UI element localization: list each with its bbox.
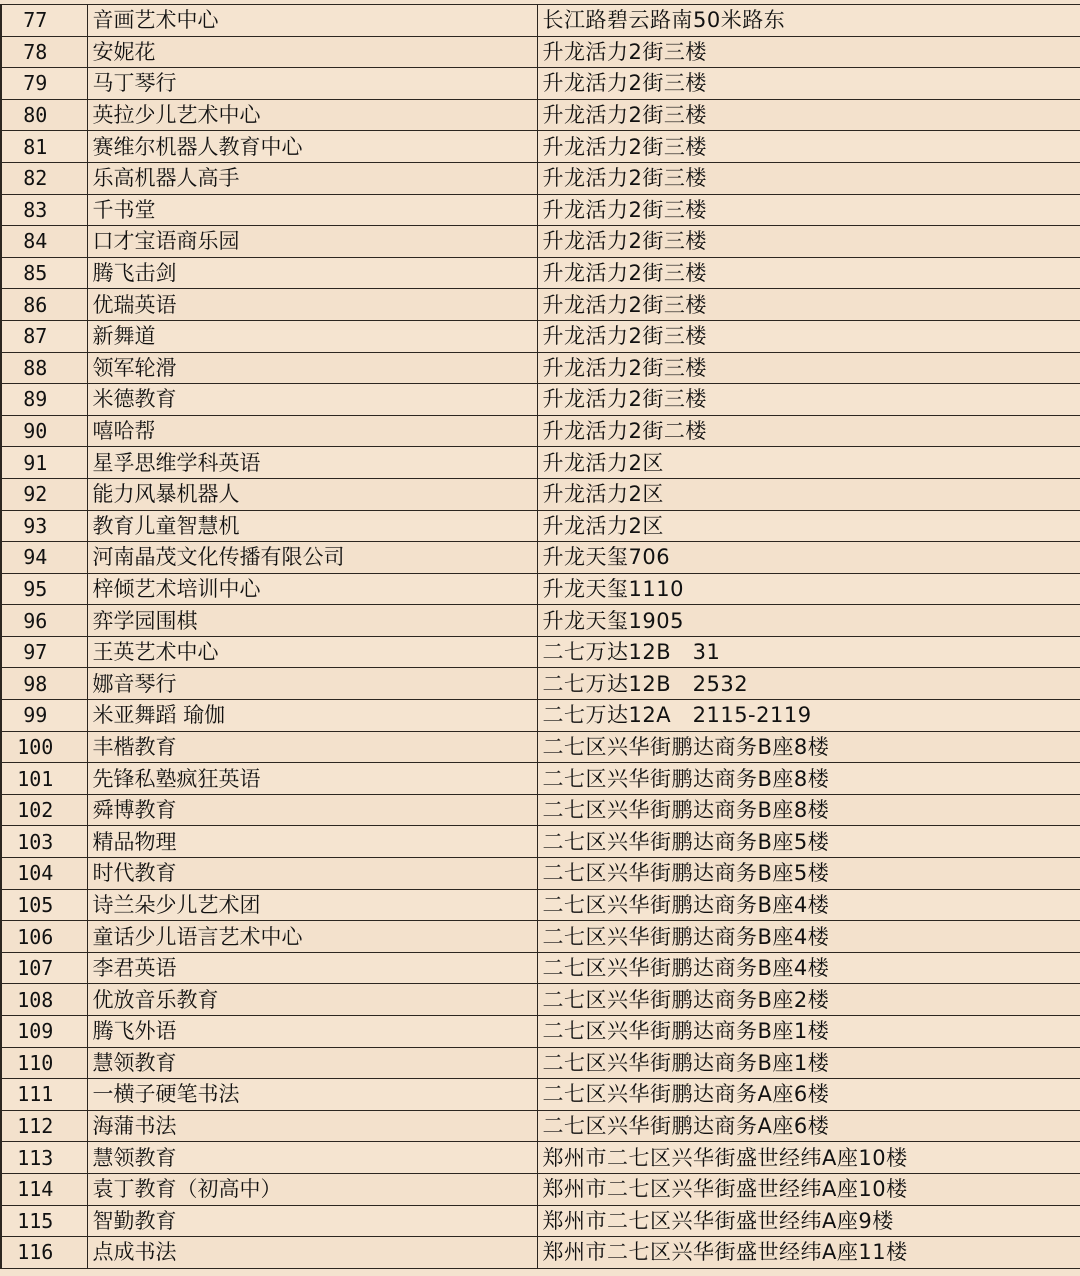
table-row — [1, 984, 1080, 1016]
address-cell: 升龙活力2区 — [537, 447, 1080, 479]
table-row — [1, 763, 1080, 795]
address-cell: 升龙活力2街三楼 — [537, 352, 1080, 384]
institution-name-cell: 米德教育 — [87, 384, 537, 416]
institution-name-cell: 河南晶茂文化传播有限公司 — [87, 542, 537, 574]
table-row — [1, 889, 1080, 921]
address-cell: 二七区兴华街鹏达商务A座6楼 — [537, 1079, 1080, 1111]
institution-name-cell: 领军轮滑 — [87, 352, 537, 384]
table-row — [1, 131, 1080, 163]
row-number-cell: 114 — [1, 1173, 87, 1205]
address-cell: 升龙天玺706 — [537, 542, 1080, 574]
table-row — [1, 952, 1080, 984]
institution-name-cell: 精品物理 — [87, 826, 537, 858]
table-row — [1, 542, 1080, 574]
address-cell: 升龙活力2区 — [537, 510, 1080, 542]
table-row — [1, 731, 1080, 763]
address-cell: 二七区兴华街鹏达商务B座4楼 — [537, 921, 1080, 953]
institution-name-cell: 王英艺术中心 — [87, 636, 537, 668]
institution-name-cell: 诗兰朵少儿艺术团 — [87, 889, 537, 921]
table-row — [1, 700, 1080, 732]
table-row — [1, 352, 1080, 384]
table-row — [1, 320, 1080, 352]
table-row — [1, 384, 1080, 416]
row-number-cell: 78 — [1, 36, 87, 68]
table-row — [1, 1016, 1080, 1048]
table-row — [1, 826, 1080, 858]
row-number-cell: 82 — [1, 162, 87, 194]
address-cell: 升龙活力2街三楼 — [537, 194, 1080, 226]
row-number-cell: 108 — [1, 984, 87, 1016]
address-cell: 二七万达12B 2532 — [537, 668, 1080, 700]
address-cell: 二七万达12A 2115-2119 — [537, 700, 1080, 732]
row-number-cell: 116 — [1, 1237, 87, 1269]
table-row — [1, 226, 1080, 258]
table-row — [1, 858, 1080, 890]
row-number-cell: 93 — [1, 510, 87, 542]
institution-name-cell: 梓倾艺术培训中心 — [87, 573, 537, 605]
address-cell: 升龙天玺1110 — [537, 573, 1080, 605]
institution-name-cell: 安妮花 — [87, 36, 537, 68]
address-cell: 郑州市二七区兴华街盛世经纬A座9楼 — [537, 1205, 1080, 1237]
table-row — [1, 1142, 1080, 1174]
address-cell: 二七万达12B 31 — [537, 636, 1080, 668]
institution-name-cell: 英拉少儿艺术中心 — [87, 99, 537, 131]
address-cell: 长江路碧云路南50米路东 — [537, 5, 1080, 37]
address-cell: 升龙活力2街三楼 — [537, 257, 1080, 289]
row-number-cell: 80 — [1, 99, 87, 131]
address-cell: 升龙活力2街三楼 — [537, 320, 1080, 352]
row-number-cell: 91 — [1, 447, 87, 479]
address-cell: 二七区兴华街鹏达商务B座1楼 — [537, 1047, 1080, 1079]
address-cell: 二七区兴华街鹏达商务B座8楼 — [537, 794, 1080, 826]
table-row — [1, 5, 1080, 37]
row-number-cell: 85 — [1, 257, 87, 289]
row-number-cell: 102 — [1, 794, 87, 826]
address-cell: 二七区兴华街鹏达商务B座5楼 — [537, 826, 1080, 858]
row-number-cell: 79 — [1, 68, 87, 100]
institution-name-cell: 优放音乐教育 — [87, 984, 537, 1016]
table-row — [1, 668, 1080, 700]
address-cell: 二七区兴华街鹏达商务B座1楼 — [537, 1016, 1080, 1048]
row-number-cell: 101 — [1, 763, 87, 795]
institution-name-cell: 李君英语 — [87, 952, 537, 984]
institution-name-cell: 教育儿童智慧机 — [87, 510, 537, 542]
institution-name-cell: 千书堂 — [87, 194, 537, 226]
table-row — [1, 478, 1080, 510]
institution-name-cell: 海蒲书法 — [87, 1110, 537, 1142]
institution-name-cell: 娜音琴行 — [87, 668, 537, 700]
address-cell: 升龙活力2街二楼 — [537, 415, 1080, 447]
institution-name-cell: 米亚舞蹈 瑜伽 — [87, 700, 537, 732]
institution-name-cell: 舜博教育 — [87, 794, 537, 826]
address-cell: 郑州市二七区兴华街盛世经纬A座10楼 — [537, 1142, 1080, 1174]
table-row — [1, 447, 1080, 479]
institution-name-cell: 赛维尔机器人教育中心 — [87, 131, 537, 163]
row-number-cell: 88 — [1, 352, 87, 384]
address-cell: 二七区兴华街鹏达商务B座4楼 — [537, 952, 1080, 984]
row-number-cell: 94 — [1, 542, 87, 574]
institution-name-cell: 先锋私塾疯狂英语 — [87, 763, 537, 795]
table-row — [1, 1047, 1080, 1079]
table-row — [1, 36, 1080, 68]
address-cell: 升龙活力2街三楼 — [537, 384, 1080, 416]
row-number-cell: 90 — [1, 415, 87, 447]
table-row — [1, 415, 1080, 447]
address-cell: 升龙活力2街三楼 — [537, 68, 1080, 100]
row-number-cell: 96 — [1, 605, 87, 637]
institution-name-cell: 星孚思维学科英语 — [87, 447, 537, 479]
institution-name-cell: 优瑞英语 — [87, 289, 537, 321]
table-row — [1, 162, 1080, 194]
institution-name-cell: 一横子硬笔书法 — [87, 1079, 537, 1111]
table-row — [1, 194, 1080, 226]
table-row — [1, 794, 1080, 826]
institution-name-cell: 丰楷教育 — [87, 731, 537, 763]
row-number-cell: 109 — [1, 1016, 87, 1048]
row-number-cell: 83 — [1, 194, 87, 226]
institution-name-cell: 乐高机器人高手 — [87, 162, 537, 194]
table-row — [1, 636, 1080, 668]
table-row — [1, 257, 1080, 289]
row-number-cell: 95 — [1, 573, 87, 605]
institution-name-cell: 童话少儿语言艺术中心 — [87, 921, 537, 953]
row-number-cell: 86 — [1, 289, 87, 321]
address-cell: 二七区兴华街鹏达商务B座5楼 — [537, 858, 1080, 890]
table-row — [1, 573, 1080, 605]
table-row — [1, 1173, 1080, 1205]
institution-name-cell: 腾飞外语 — [87, 1016, 537, 1048]
table-row — [1, 289, 1080, 321]
row-number-cell: 107 — [1, 952, 87, 984]
institution-name-cell: 腾飞击剑 — [87, 257, 537, 289]
institution-name-cell: 口才宝语商乐园 — [87, 226, 537, 258]
table-row — [1, 921, 1080, 953]
address-cell: 升龙活力2区 — [537, 478, 1080, 510]
row-number-cell: 81 — [1, 131, 87, 163]
address-cell: 二七区兴华街鹏达商务B座4楼 — [537, 889, 1080, 921]
institution-name-cell: 音画艺术中心 — [87, 5, 537, 37]
row-number-cell: 104 — [1, 858, 87, 890]
address-cell: 郑州市二七区兴华街盛世经纬A座11楼 — [537, 1237, 1080, 1269]
table-row — [1, 1237, 1080, 1269]
address-cell: 升龙活力2街三楼 — [537, 99, 1080, 131]
institution-name-cell: 点成书法 — [87, 1237, 537, 1269]
institution-name-cell: 嘻哈帮 — [87, 415, 537, 447]
address-cell: 二七区兴华街鹏达商务B座2楼 — [537, 984, 1080, 1016]
institution-name-cell: 马丁琴行 — [87, 68, 537, 100]
institution-name-cell: 弈学园围棋 — [87, 605, 537, 637]
row-number-cell: 113 — [1, 1142, 87, 1174]
address-cell: 升龙活力2街三楼 — [537, 131, 1080, 163]
row-number-cell: 106 — [1, 921, 87, 953]
row-number-cell: 111 — [1, 1079, 87, 1111]
row-number-cell: 87 — [1, 320, 87, 352]
institution-name-cell: 慧领教育 — [87, 1142, 537, 1174]
row-number-cell: 99 — [1, 700, 87, 732]
table-row — [1, 68, 1080, 100]
table-row — [1, 1205, 1080, 1237]
row-number-cell: 89 — [1, 384, 87, 416]
row-number-cell: 112 — [1, 1110, 87, 1142]
institution-name-cell: 袁丁教育（初高中） — [87, 1173, 537, 1205]
institution-name-cell: 时代教育 — [87, 858, 537, 890]
institution-name-cell: 能力风暴机器人 — [87, 478, 537, 510]
table-row — [1, 1079, 1080, 1111]
row-number-cell: 103 — [1, 826, 87, 858]
address-cell: 升龙活力2街三楼 — [537, 226, 1080, 258]
institution-name-cell: 慧领教育 — [87, 1047, 537, 1079]
row-number-cell: 77 — [1, 5, 87, 37]
address-cell: 二七区兴华街鹏达商务A座6楼 — [537, 1110, 1080, 1142]
address-cell: 二七区兴华街鹏达商务B座8楼 — [537, 763, 1080, 795]
table-body — [1, 5, 1080, 1269]
address-cell: 郑州市二七区兴华街盛世经纬A座10楼 — [537, 1173, 1080, 1205]
institution-name-cell: 智勤教育 — [87, 1205, 537, 1237]
table-row — [1, 510, 1080, 542]
address-cell: 升龙活力2街三楼 — [537, 36, 1080, 68]
address-cell: 升龙活力2街三楼 — [537, 162, 1080, 194]
row-number-cell: 110 — [1, 1047, 87, 1079]
institution-table — [0, 4, 1080, 1269]
address-cell: 升龙活力2街三楼 — [537, 289, 1080, 321]
table-row — [1, 1110, 1080, 1142]
table-row — [1, 99, 1080, 131]
row-number-cell: 84 — [1, 226, 87, 258]
row-number-cell: 105 — [1, 889, 87, 921]
table-row — [1, 605, 1080, 637]
row-number-cell: 97 — [1, 636, 87, 668]
institution-name-cell: 新舞道 — [87, 320, 537, 352]
row-number-cell: 100 — [1, 731, 87, 763]
row-number-cell: 98 — [1, 668, 87, 700]
row-number-cell: 92 — [1, 478, 87, 510]
address-cell: 升龙天玺1905 — [537, 605, 1080, 637]
row-number-cell: 115 — [1, 1205, 87, 1237]
address-cell: 二七区兴华街鹏达商务B座8楼 — [537, 731, 1080, 763]
